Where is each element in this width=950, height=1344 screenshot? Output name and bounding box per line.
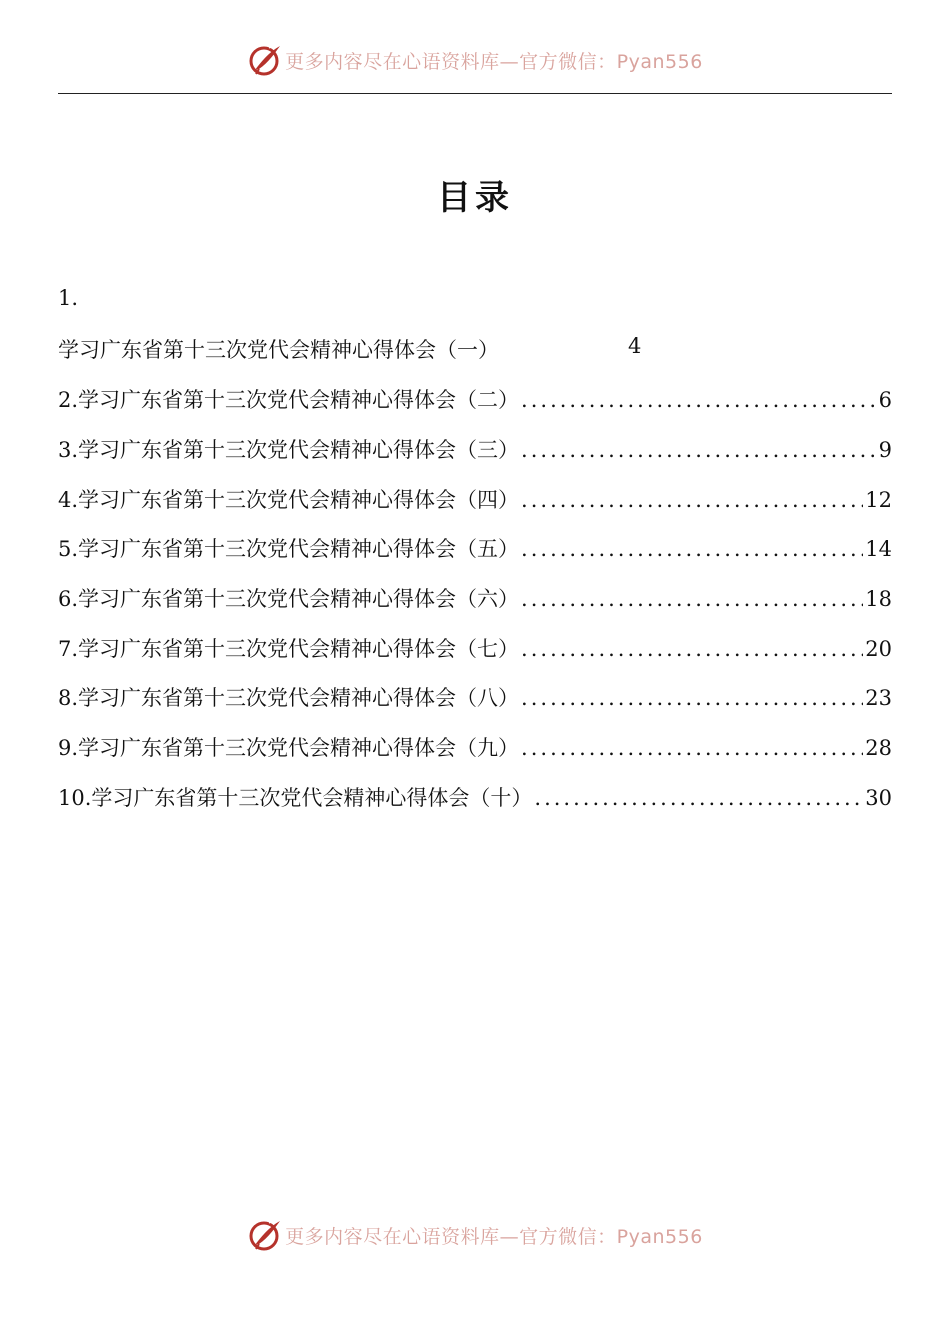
header-brand-text xyxy=(285,47,703,74)
quill-pen-logo-icon xyxy=(247,1217,283,1253)
toc-entry[interactable] xyxy=(58,682,892,714)
toc-entry-1[interactable] xyxy=(58,334,642,364)
quill-pen-logo-icon xyxy=(247,42,283,78)
toc-dot-leader xyxy=(521,388,877,412)
footer-brand-text xyxy=(285,1222,703,1249)
toc-entry[interactable] xyxy=(58,484,892,516)
toc-entry[interactable] xyxy=(58,782,892,814)
toc-entry[interactable] xyxy=(58,533,892,565)
toc-dot-leader xyxy=(521,686,863,710)
toc-entry-label: 9.学习广东省第十三次党代会精神心得体会（九） xyxy=(58,736,520,760)
page-header xyxy=(0,38,950,82)
toc-entry-label: 7.学习广东省第十三次党代会精神心得体会（七） xyxy=(58,637,520,661)
toc-dot-leader xyxy=(534,786,863,810)
toc-entry-page: 18 xyxy=(865,587,892,611)
header-wechat-handle: Pyan556 xyxy=(616,50,703,73)
toc-entry-label: 10.学习广东省第十三次党代会精神心得体会（十） xyxy=(58,786,533,810)
toc-entry-label: 4.学习广东省第十三次党代会精神心得体会（四） xyxy=(58,488,520,512)
toc-entry-page: 14 xyxy=(865,537,892,561)
toc-entry[interactable] xyxy=(58,732,892,764)
toc-entry[interactable] xyxy=(58,434,892,466)
toc-dot-leader xyxy=(521,488,863,512)
toc-entry-page: 6 xyxy=(878,388,892,412)
toc-entry-label: 6.学习广东省第十三次党代会精神心得体会（六） xyxy=(58,587,520,611)
page-footer xyxy=(0,1213,950,1257)
toc-entry-page: 12 xyxy=(865,488,892,512)
toc-entry-page: 9 xyxy=(878,438,892,462)
toc-entry-label: 2.学习广东省第十三次党代会精神心得体会（二） xyxy=(58,388,520,412)
toc-entry-page: 28 xyxy=(865,736,892,760)
toc-entry-label: 学习广东省第十三次党代会精神心得体会（一） xyxy=(58,338,499,362)
toc-entry-page: 4 xyxy=(628,334,642,358)
toc-dot-leader xyxy=(521,587,863,611)
toc-entry-page: 23 xyxy=(865,686,892,710)
toc-entry[interactable] xyxy=(58,583,892,615)
footer-wechat-handle: Pyan556 xyxy=(616,1225,703,1248)
toc-entry-label: 5.学习广东省第十三次党代会精神心得体会（五） xyxy=(58,537,520,561)
toc-dot-leader xyxy=(521,537,863,561)
toc-entry[interactable] xyxy=(58,384,892,416)
toc-entry-label: 8.学习广东省第十三次党代会精神心得体会（八） xyxy=(58,686,520,710)
header-divider xyxy=(58,93,892,94)
toc-entry[interactable] xyxy=(58,633,892,665)
toc-dot-leader xyxy=(521,637,863,661)
page-title: 目录 xyxy=(437,178,513,218)
toc-dot-leader xyxy=(521,438,877,462)
toc-dot-leader xyxy=(521,736,863,760)
toc-entry-label: 3.学习广东省第十三次党代会精神心得体会（三） xyxy=(58,438,520,462)
footer-brand-label: 更多内容尽在心语资料库—官方微信： xyxy=(285,1225,617,1248)
toc-entry-1-number: 1. xyxy=(58,286,79,310)
toc-entry-page: 20 xyxy=(865,637,892,661)
header-brand-label: 更多内容尽在心语资料库—官方微信： xyxy=(285,50,617,73)
toc-entry-page: 30 xyxy=(865,786,892,810)
